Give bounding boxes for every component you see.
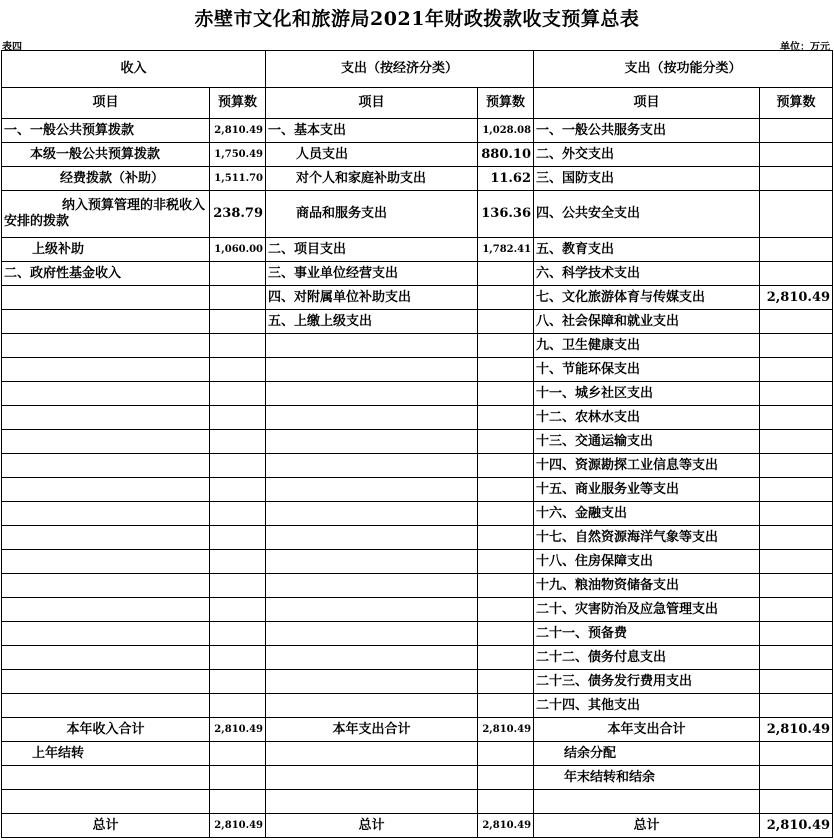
econ-value bbox=[478, 358, 534, 382]
func-item: 十九、粮油物资储备支出 bbox=[534, 574, 760, 598]
table-row bbox=[2, 646, 833, 670]
func-value bbox=[760, 119, 833, 143]
func-item: 十四、资源勘探工业信息等支出 bbox=[534, 454, 760, 478]
income-value bbox=[210, 526, 266, 550]
income-item bbox=[2, 310, 210, 334]
func-value bbox=[760, 167, 833, 191]
econ-value bbox=[478, 382, 534, 406]
income-value bbox=[210, 646, 266, 670]
econ-item bbox=[266, 406, 478, 430]
income-value bbox=[210, 502, 266, 526]
table-row bbox=[2, 286, 833, 310]
table-row bbox=[2, 238, 833, 262]
table-row bbox=[2, 119, 833, 143]
func-value bbox=[760, 382, 833, 406]
func-item: 八、社会保障和就业支出 bbox=[534, 310, 760, 334]
econ-grand-label: 总计 bbox=[266, 814, 478, 838]
income-value bbox=[210, 358, 266, 382]
econ-value bbox=[478, 262, 534, 286]
econ-value: 11.62 bbox=[478, 167, 534, 191]
func-item: 十七、自然资源海洋气象等支出 bbox=[534, 526, 760, 550]
income-value bbox=[210, 598, 266, 622]
income-item bbox=[2, 646, 210, 670]
income-item: 本级一般公共预算拨款 bbox=[2, 143, 210, 167]
func-value bbox=[760, 430, 833, 454]
econ-item bbox=[266, 622, 478, 646]
econ-item bbox=[266, 502, 478, 526]
econ-value bbox=[478, 430, 534, 454]
econ-item bbox=[266, 526, 478, 550]
econ-item bbox=[266, 430, 478, 454]
table-row bbox=[2, 382, 833, 406]
func-item: 二十一、预备费 bbox=[534, 622, 760, 646]
income-value bbox=[210, 262, 266, 286]
econ-value bbox=[478, 286, 534, 310]
income-value bbox=[210, 382, 266, 406]
econ-grand-value: 2,810.49 bbox=[478, 814, 534, 838]
func-item: 十一、城乡社区支出 bbox=[534, 382, 760, 406]
table-row bbox=[2, 334, 833, 358]
func-value bbox=[760, 526, 833, 550]
income-item bbox=[2, 334, 210, 358]
blank-cell bbox=[478, 790, 534, 814]
income-item bbox=[2, 598, 210, 622]
func-value bbox=[760, 598, 833, 622]
income-value bbox=[210, 286, 266, 310]
blank-cell bbox=[210, 790, 266, 814]
econ-item bbox=[266, 382, 478, 406]
func-item: 十六、金融支出 bbox=[534, 502, 760, 526]
income-grand-value: 2,810.49 bbox=[210, 814, 266, 838]
table-row bbox=[2, 454, 833, 478]
carry-income-blank bbox=[2, 766, 210, 790]
income-value bbox=[210, 550, 266, 574]
year-end-value bbox=[760, 766, 833, 790]
econ-item-header: 项目 bbox=[266, 88, 478, 119]
econ-item bbox=[266, 574, 478, 598]
income-value bbox=[210, 334, 266, 358]
econ-value bbox=[478, 694, 534, 718]
econ-item: 三、事业单位经营支出 bbox=[266, 262, 478, 286]
income-item bbox=[2, 526, 210, 550]
econ-item: 对个人和家庭补助支出 bbox=[266, 167, 478, 191]
income-item bbox=[2, 670, 210, 694]
func-group-header: 支出（按功能分类） bbox=[534, 51, 833, 88]
table-row bbox=[2, 478, 833, 502]
func-item: 十、节能环保支出 bbox=[534, 358, 760, 382]
unit-label: 单位：万元 bbox=[780, 42, 830, 53]
carry-income-value bbox=[210, 766, 266, 790]
func-value bbox=[760, 646, 833, 670]
econ-value: 880.10 bbox=[478, 143, 534, 167]
econ-item bbox=[266, 334, 478, 358]
table-number: 表四 bbox=[2, 42, 22, 53]
income-item: 经费拨款（补助） bbox=[2, 167, 210, 191]
page-title: 赤壁市文化和旅游局2021年财政拨款收支预算总表 bbox=[194, 8, 640, 30]
func-value bbox=[760, 574, 833, 598]
income-value: 1,750.49 bbox=[210, 143, 266, 167]
econ-item: 商品和服务支出 bbox=[266, 191, 478, 238]
func-value bbox=[760, 358, 833, 382]
econ-value bbox=[478, 406, 534, 430]
func-value bbox=[760, 694, 833, 718]
distribution-label: 结余分配 bbox=[534, 742, 760, 766]
income-grand-label: 总计 bbox=[2, 814, 210, 838]
income-item-header: 项目 bbox=[2, 88, 210, 119]
func-item: 二十二、债务付息支出 bbox=[534, 646, 760, 670]
func-value bbox=[760, 334, 833, 358]
econ-value bbox=[478, 526, 534, 550]
table-row bbox=[2, 694, 833, 718]
func-item: 九、卫生健康支出 bbox=[534, 334, 760, 358]
func-total-label: 本年支出合计 bbox=[534, 718, 760, 742]
func-value bbox=[760, 238, 833, 262]
carry-econ-value bbox=[478, 766, 534, 790]
func-item: 十二、农林水支出 bbox=[534, 406, 760, 430]
table-row bbox=[2, 191, 833, 238]
blank-row bbox=[2, 790, 833, 814]
income-value bbox=[210, 454, 266, 478]
econ-value: 1,028.08 bbox=[478, 119, 534, 143]
income-value bbox=[210, 694, 266, 718]
income-value bbox=[210, 478, 266, 502]
distribution-value bbox=[760, 742, 833, 766]
income-value bbox=[210, 310, 266, 334]
econ-item: 四、对附属单位补助支出 bbox=[266, 286, 478, 310]
prev-carry-label: 上年结转 bbox=[2, 742, 210, 766]
table-row bbox=[2, 406, 833, 430]
income-item bbox=[2, 406, 210, 430]
table-row bbox=[2, 167, 833, 191]
income-item: 二、政府性基金收入 bbox=[2, 262, 210, 286]
table-row bbox=[2, 143, 833, 167]
carry-row bbox=[2, 742, 833, 766]
func-item: 十三、交通运输支出 bbox=[534, 430, 760, 454]
func-item: 六、科学技术支出 bbox=[534, 262, 760, 286]
func-item: 二十、灾害防治及应急管理支出 bbox=[534, 598, 760, 622]
table-row bbox=[2, 502, 833, 526]
income-item bbox=[2, 286, 210, 310]
func-item-header: 项目 bbox=[534, 88, 760, 119]
income-item: 上级补助 bbox=[2, 238, 210, 262]
income-value: 1,060.00 bbox=[210, 238, 266, 262]
income-item bbox=[2, 550, 210, 574]
econ-item: 五、上缴上级支出 bbox=[266, 310, 478, 334]
budget-summary-table bbox=[1, 50, 833, 838]
blank-cell bbox=[534, 790, 760, 814]
column-header-row bbox=[2, 88, 833, 119]
econ-value: 1,782.41 bbox=[478, 238, 534, 262]
income-item bbox=[2, 694, 210, 718]
func-value bbox=[760, 310, 833, 334]
func-item: 四、公共安全支出 bbox=[534, 191, 760, 238]
income-item bbox=[2, 502, 210, 526]
econ-item bbox=[266, 598, 478, 622]
income-item: 一、一般公共预算拨款 bbox=[2, 119, 210, 143]
func-budget-header: 预算数 bbox=[760, 88, 833, 119]
func-value bbox=[760, 143, 833, 167]
func-item: 二、外交支出 bbox=[534, 143, 760, 167]
func-value: 2,810.49 bbox=[760, 286, 833, 310]
group-header-row bbox=[2, 51, 833, 88]
func-item: 十五、商业服务业等支出 bbox=[534, 478, 760, 502]
income-value bbox=[210, 670, 266, 694]
func-value bbox=[760, 622, 833, 646]
table-row bbox=[2, 430, 833, 454]
func-value bbox=[760, 406, 833, 430]
econ-item: 二、项目支出 bbox=[266, 238, 478, 262]
func-item: 二十四、其他支出 bbox=[534, 694, 760, 718]
econ-value bbox=[478, 622, 534, 646]
econ-budget-header: 预算数 bbox=[478, 88, 534, 119]
income-item bbox=[2, 622, 210, 646]
econ-total-label: 本年支出合计 bbox=[266, 718, 478, 742]
econ-value bbox=[478, 598, 534, 622]
income-item bbox=[2, 382, 210, 406]
income-total-label: 本年收入合计 bbox=[2, 718, 210, 742]
func-value bbox=[760, 191, 833, 238]
table-row bbox=[2, 526, 833, 550]
table-row bbox=[2, 550, 833, 574]
func-value bbox=[760, 262, 833, 286]
econ-value bbox=[478, 502, 534, 526]
income-total-value: 2,810.49 bbox=[210, 718, 266, 742]
econ-value bbox=[478, 670, 534, 694]
econ-item bbox=[266, 358, 478, 382]
econ-item: 一、基本支出 bbox=[266, 119, 478, 143]
blank-cell bbox=[266, 790, 478, 814]
income-value bbox=[210, 622, 266, 646]
func-item: 十八、住房保障支出 bbox=[534, 550, 760, 574]
income-item bbox=[2, 574, 210, 598]
income-item bbox=[2, 454, 210, 478]
econ-value bbox=[478, 478, 534, 502]
func-value bbox=[760, 502, 833, 526]
func-grand-value: 2,810.49 bbox=[760, 814, 833, 838]
table-row bbox=[2, 358, 833, 382]
func-item: 五、教育支出 bbox=[534, 238, 760, 262]
year-total-row bbox=[2, 718, 833, 742]
func-value bbox=[760, 478, 833, 502]
econ-item bbox=[266, 646, 478, 670]
carry-econ-blank bbox=[266, 742, 478, 766]
econ-total-value: 2,810.49 bbox=[478, 718, 534, 742]
income-item bbox=[2, 358, 210, 382]
blank-cell bbox=[2, 790, 210, 814]
grand-total-row bbox=[2, 814, 833, 838]
carry-econ-value bbox=[478, 742, 534, 766]
income-group-header: 收入 bbox=[2, 51, 266, 88]
func-total-value: 2,810.49 bbox=[760, 718, 833, 742]
blank-cell bbox=[760, 790, 833, 814]
func-grand-label: 总计 bbox=[534, 814, 760, 838]
econ-value bbox=[478, 310, 534, 334]
econ-item bbox=[266, 550, 478, 574]
func-item: 一、一般公共服务支出 bbox=[534, 119, 760, 143]
econ-item bbox=[266, 670, 478, 694]
income-item bbox=[2, 478, 210, 502]
table-row bbox=[2, 310, 833, 334]
econ-item bbox=[266, 694, 478, 718]
func-value bbox=[760, 454, 833, 478]
table-row bbox=[2, 670, 833, 694]
income-value: 1,511.70 bbox=[210, 167, 266, 191]
table-row bbox=[2, 262, 833, 286]
func-item: 七、文化旅游体育与传媒支出 bbox=[534, 286, 760, 310]
econ-value bbox=[478, 334, 534, 358]
income-budget-header: 预算数 bbox=[210, 88, 266, 119]
func-item: 三、国防支出 bbox=[534, 167, 760, 191]
income-value bbox=[210, 574, 266, 598]
income-value: 2,810.49 bbox=[210, 119, 266, 143]
econ-item bbox=[266, 478, 478, 502]
income-value bbox=[210, 406, 266, 430]
table-row bbox=[2, 574, 833, 598]
econ-value: 136.36 bbox=[478, 191, 534, 238]
econ-value bbox=[478, 550, 534, 574]
income-item bbox=[2, 430, 210, 454]
carry-econ-blank bbox=[266, 766, 478, 790]
func-value bbox=[760, 550, 833, 574]
income-item: 纳入预算管理的非税收入安排的拨款 bbox=[2, 191, 210, 238]
econ-value bbox=[478, 574, 534, 598]
table-row bbox=[2, 598, 833, 622]
income-value: 238.79 bbox=[210, 191, 266, 238]
econ-item: 人员支出 bbox=[266, 143, 478, 167]
income-value bbox=[210, 430, 266, 454]
carry-row bbox=[2, 766, 833, 790]
econ-group-header: 支出（按经济分类） bbox=[266, 51, 534, 88]
func-item: 二十三、债务发行费用支出 bbox=[534, 670, 760, 694]
table-row bbox=[2, 622, 833, 646]
year-end-label: 年末结转和结余 bbox=[534, 766, 760, 790]
func-value bbox=[760, 670, 833, 694]
econ-value bbox=[478, 454, 534, 478]
prev-carry-value bbox=[210, 742, 266, 766]
econ-value bbox=[478, 646, 534, 670]
econ-item bbox=[266, 454, 478, 478]
